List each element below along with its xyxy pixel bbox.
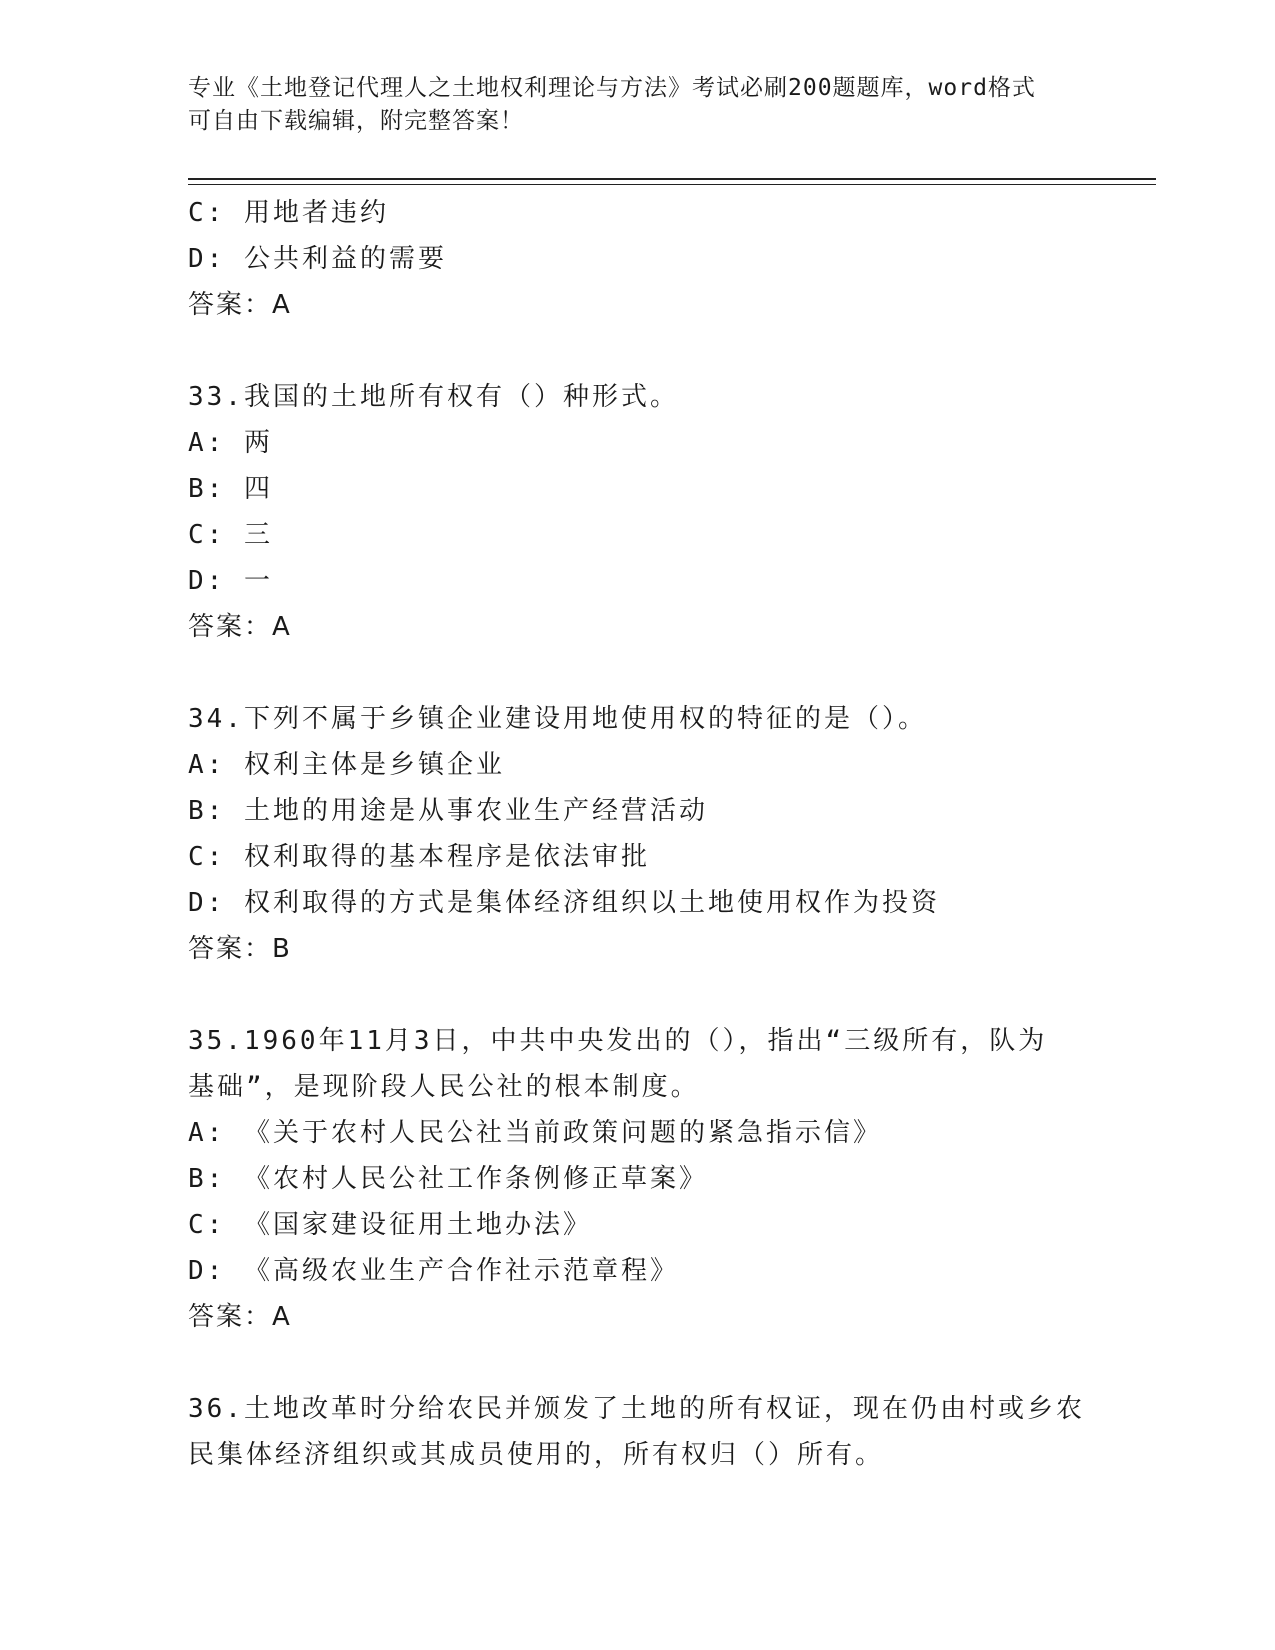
option-a (188, 420, 1118, 466)
option-a (188, 1110, 1118, 1156)
question-number: 34. (188, 704, 244, 734)
option-text: 《关于农村人民公社当前政策问题的紧急指示信》 (243, 1118, 882, 1148)
question-34 (188, 696, 1118, 972)
option-b (188, 788, 1118, 834)
option-text: 《国家建设征用土地办法》 (243, 1210, 592, 1240)
option-text: 《农村人民公社工作条例修正草案》 (243, 1164, 708, 1194)
question-stem (188, 374, 1118, 420)
option-label: D: (188, 888, 226, 918)
answer-line: 答案：B (188, 934, 292, 964)
document-header (188, 72, 1068, 138)
option-label: D: (188, 244, 226, 274)
spacer (188, 650, 1118, 696)
question-number: 33. (188, 382, 244, 412)
option-text: 土地的用途是从事农业生产经营活动 (243, 796, 708, 826)
question-text: 我国的土地所有权有（）种形式。 (243, 382, 679, 412)
option-text: 权利主体是乡镇企业 (243, 750, 505, 780)
option-label: A: (188, 428, 226, 458)
question-33 (188, 374, 1118, 650)
option-a (188, 742, 1118, 788)
option-label: C: (188, 842, 226, 872)
option-text: 公共利益的需要 (243, 244, 447, 274)
option-text: 《高级农业生产合作社示范章程》 (243, 1256, 679, 1286)
option-text: 两 (243, 428, 273, 458)
option-label: B: (188, 796, 226, 826)
option-c (188, 834, 1118, 880)
option-text: 用地者违约 (243, 198, 389, 228)
option-text: 权利取得的方式是集体经济组织以土地使用权作为投资 (243, 888, 940, 918)
spacer (188, 1340, 1118, 1386)
question-text: 下列不属于乡镇企业建设用地使用权的特征的是（）。 (243, 704, 927, 734)
header-divider-thin (188, 184, 1156, 185)
spacer (188, 972, 1118, 1018)
spacer (188, 328, 1118, 374)
option-text: 一 (243, 566, 273, 596)
option-b (188, 1156, 1118, 1202)
option-d (188, 558, 1118, 604)
question-stem-line-2: 民集体经济组织或其成员使用的，所有权归（）所有。 (188, 1440, 885, 1470)
answer-line: 答案：A (188, 1302, 292, 1332)
option-text: 四 (243, 474, 273, 504)
question-35 (188, 1018, 1118, 1340)
answer-line: 答案：A (188, 290, 292, 320)
option-label: D: (188, 566, 226, 596)
option-c (188, 190, 1118, 236)
option-b (188, 466, 1118, 512)
option-c (188, 512, 1118, 558)
question-number: 36. (188, 1394, 244, 1424)
option-label: C: (188, 198, 226, 228)
question-number: 35. (188, 1026, 244, 1056)
option-text: 权利取得的基本程序是依法审批 (243, 842, 650, 872)
header-line-1: 专业《土地登记代理人之土地权利理论与方法》考试必刷200题题库，word格式 (188, 75, 1036, 101)
question-stem-line-2: 基础”，是现阶段人民公社的根本制度。 (188, 1072, 700, 1102)
question-stem (188, 696, 1118, 742)
question-36 (188, 1386, 1118, 1478)
option-label: C: (188, 1210, 226, 1240)
option-label: A: (188, 1118, 226, 1148)
question-stem-line-1 (188, 1386, 1118, 1432)
header-line-2: 可自由下载编辑，附完整答案！ (188, 108, 524, 134)
option-c (188, 1202, 1118, 1248)
option-label: A: (188, 750, 226, 780)
question-list (188, 190, 1118, 1478)
option-label: B: (188, 474, 226, 504)
option-d (188, 880, 1118, 926)
option-label: B: (188, 1164, 226, 1194)
option-label: C: (188, 520, 226, 550)
option-text: 三 (243, 520, 273, 550)
option-d (188, 1248, 1118, 1294)
question-text: 1960年11月3日，中共中央发出的（），指出“三级所有，队为 (243, 1026, 1048, 1056)
option-label: D: (188, 1256, 226, 1286)
question-32-continued (188, 190, 1118, 328)
answer-line: 答案：A (188, 612, 292, 642)
header-divider-thick (188, 178, 1156, 180)
option-d (188, 236, 1118, 282)
question-text: 土地改革时分给农民并颁发了土地的所有权证，现在仍由村或乡农 (243, 1394, 1085, 1424)
question-stem-line-1 (188, 1018, 1118, 1064)
